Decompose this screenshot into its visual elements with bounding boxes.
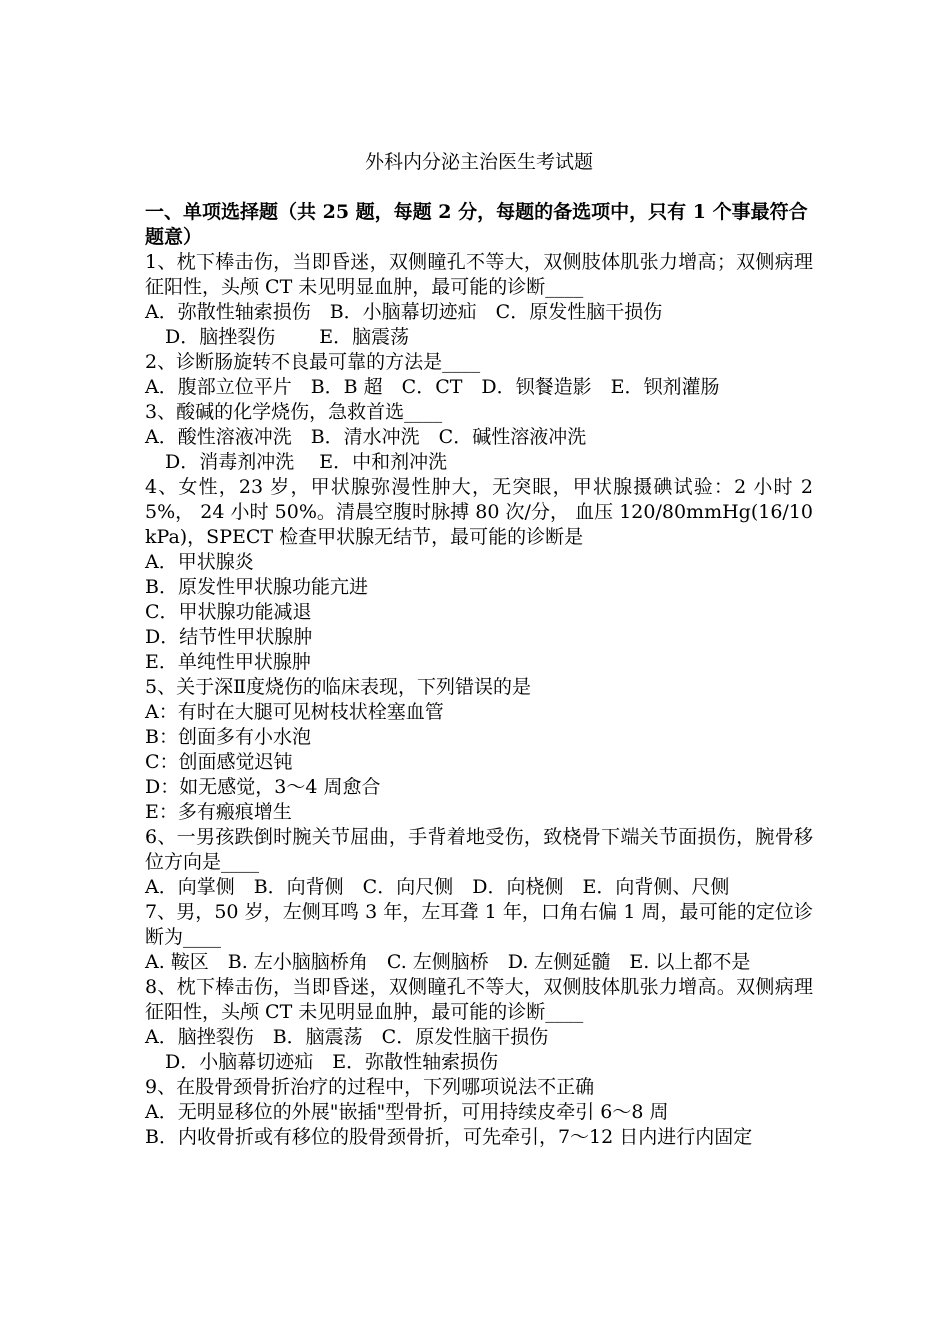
document-body — [145, 150, 813, 1150]
question-9 — [145, 1075, 813, 1150]
question-option: D．结节性甲状腺肿 — [145, 626, 313, 648]
question-1 — [145, 250, 813, 350]
question-options: A．脑挫裂伤 B．脑震荡 C．原发性脑干损伤 — [145, 1026, 549, 1048]
question-6 — [145, 825, 813, 900]
question-option: A：有时在大腿可见树枝状栓塞血管 — [145, 701, 444, 723]
question-option: A．无明显移位的外展"嵌插"型骨折，可用持续皮牵引 6～8 周 — [145, 1101, 669, 1123]
question-stem: 1、枕下棒击伤，当即昏迷，双侧瞳孔不等大，双侧肢体肌张力增高；双侧病理征阳性，头颅 CT 未见明显血肿，最可能的诊断____ — [145, 251, 813, 298]
question-stem: 2、诊断肠旋转不良最可靠的方法是____ — [145, 351, 481, 373]
question-4 — [145, 475, 813, 675]
question-options: A．腹部立位平片 B．B 超 C．CT D．钡餐造影 E．钡剂灌肠 — [145, 376, 720, 398]
question-stem: 8、枕下棒击伤，当即昏迷，双侧瞳孔不等大，双侧肢体肌张力增高。双侧病理征阳性，头颅 CT 未见明显血肿，最可能的诊断____ — [145, 976, 813, 1023]
question-2 — [145, 350, 813, 400]
question-option: C：创面感觉迟钝 — [145, 751, 293, 773]
question-stem: 9、在股骨颈骨折治疗的过程中，下列哪项说法不正确 — [145, 1076, 595, 1098]
document-title: 外科内分泌主治医生考试题 — [364, 151, 593, 173]
question-options: A．向掌侧 B．向背侧 C．向尺侧 D．向桡侧 E．向背侧、尺侧 — [145, 876, 730, 898]
question-options: D．小脑幕切迹疝 E．弥散性轴索损伤 — [165, 1051, 499, 1073]
question-8 — [145, 975, 813, 1075]
question-option: C．甲状腺功能减退 — [145, 601, 312, 623]
question-7 — [145, 900, 813, 975]
question-option: B．原发性甲状腺功能亢进 — [145, 576, 368, 598]
question-stem: 7、男，50 岁，左侧耳鸣 3 年，左耳聋 1 年，口角右偏 1 周，最可能的定位诊断为____ — [145, 901, 813, 948]
question-options: A．弥散性轴索损伤 B．小脑幕切迹疝 C．原发性脑干损伤 — [145, 301, 663, 323]
question-option: E：多有瘢痕增生 — [145, 801, 292, 823]
question-options: A. 鞍区 B. 左小脑脑桥角 C. 左侧脑桥 D. 左侧延髓 E. 以上都不是 — [145, 951, 751, 973]
question-stem: 5、关于深Ⅱ度烧伤的临床表现，下列错误的是 — [145, 676, 532, 698]
question-option: A．甲状腺炎 — [145, 551, 254, 573]
question-stem: 3、酸碱的化学烧伤，急救首选____ — [145, 401, 443, 423]
question-options: A．酸性溶液冲洗 B．清水冲洗 C．碱性溶液冲洗 — [145, 426, 587, 448]
question-stem: 4、女性，23 岁，甲状腺弥漫性肿大，无突眼，甲状腺摄碘试验：2 小时 25%， 24 小时 50%。清晨空腹时脉搏 80 次/分， 血压 120/80mmHg(16/10kPa)，SPECT 检查甲状腺无结节，最可能的诊断是 — [145, 476, 813, 548]
question-3 — [145, 400, 813, 475]
section-heading: 一、单项选择题（共 25 题，每题 2 分，每题的备选项中，只有 1 个事最符合题意） — [145, 201, 808, 248]
question-option: B：创面多有小水泡 — [145, 726, 311, 748]
question-option: D：如无感觉，3～4 周愈合 — [145, 776, 381, 798]
question-option: E．单纯性甲状腺肿 — [145, 651, 311, 673]
question-stem: 6、一男孩跌倒时腕关节屈曲，手背着地受伤，致桡骨下端关节面损伤，腕骨移位方向是____ — [145, 826, 813, 873]
question-5 — [145, 675, 813, 825]
question-options: D．脑挫裂伤 E．脑震荡 — [165, 326, 410, 348]
question-option: B．内收骨折或有移位的股骨颈骨折，可先牵引，7～12 日内进行内固定 — [145, 1126, 753, 1148]
question-options: D．消毒剂冲洗 E．中和剂冲洗 — [165, 451, 448, 473]
